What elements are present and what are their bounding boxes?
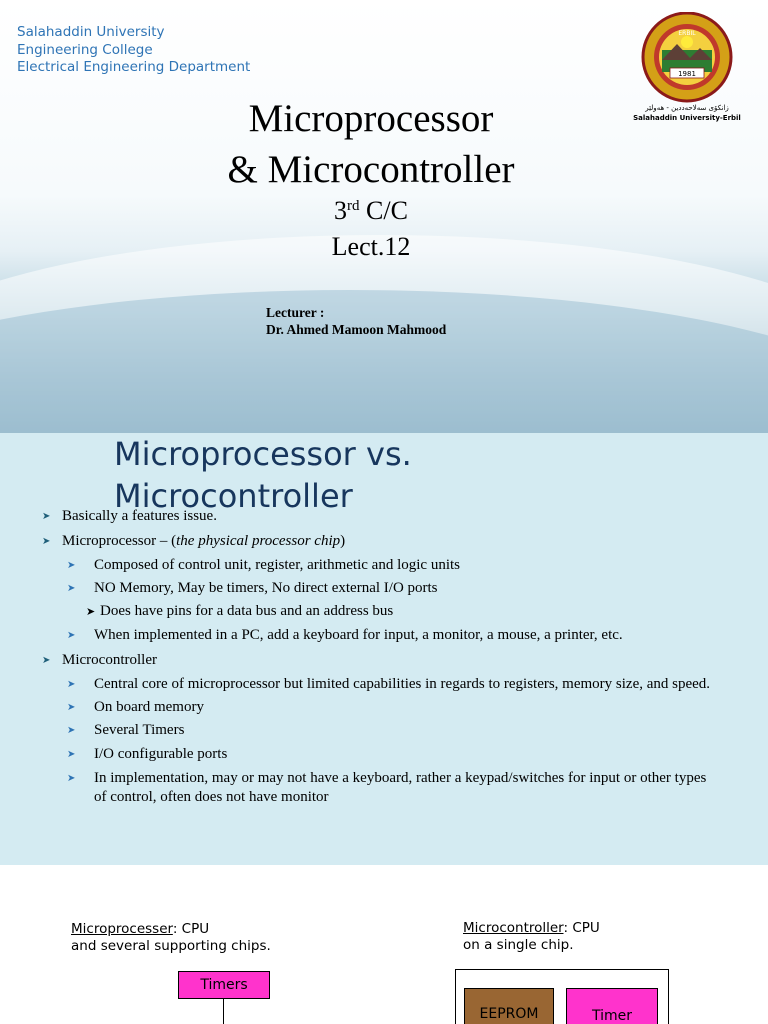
bullet-arrow-icon: ➤ bbox=[67, 702, 76, 713]
eeprom-block: EEPROM bbox=[464, 988, 554, 1024]
list-item: ➤ When implemented in a PC, add a keyboard for input, a monitor, a mouse, a printer, etc. bbox=[67, 627, 623, 643]
course-code: 3rd C/C bbox=[334, 196, 408, 225]
list-item: ➤ Does have pins for a data bus and an address bus bbox=[86, 603, 394, 619]
lecturer-block bbox=[266, 304, 446, 338]
bullet-arrow-icon: ➤ bbox=[42, 511, 51, 522]
timers-block: Timers bbox=[178, 971, 270, 999]
title-slide bbox=[0, 0, 768, 433]
svg-text:Salahaddin University-Erbil: Salahaddin University-Erbil bbox=[633, 114, 741, 122]
bullet-arrow-icon: ➤ bbox=[42, 655, 51, 666]
list-item: ➤ Several Timers bbox=[67, 722, 185, 738]
comparison-slide bbox=[0, 433, 768, 865]
slide2-title: Microprocessor vs. Microcontroller bbox=[114, 435, 412, 515]
lecturer-name: Dr. Ahmed Mamoon Mahmood bbox=[266, 322, 447, 337]
microcontroller-caption: Microcontroller: CPU on a single chip. bbox=[463, 920, 600, 953]
list-item: ➤ Central core of microprocessor but limited capabilities in regards to registers, memory size, and speed. bbox=[67, 676, 711, 692]
list-item: ➤ On board memory bbox=[67, 699, 204, 715]
bullet-arrow-icon: ➤ bbox=[67, 749, 76, 760]
college-name: Engineering College bbox=[17, 41, 153, 58]
list-item: ➤ Basically a features issue. bbox=[42, 508, 217, 524]
slide-title-line1: Microprocessor bbox=[248, 97, 494, 140]
list-item: ➤ In implementation, may or may not have a keyboard, rather a keypad/switches for input or other types bbox=[67, 770, 707, 786]
microprocessor-caption: Microprocesser: CPU and several supporting chips. bbox=[71, 921, 271, 954]
bullet-arrow-icon: ➤ bbox=[67, 679, 76, 690]
bullet-arrow-icon: ➤ bbox=[67, 725, 76, 736]
bullet-arrow-icon: ➤ bbox=[67, 773, 76, 784]
university-name: Salahaddin University bbox=[17, 24, 165, 40]
list-item: ➤ I/O configurable ports bbox=[67, 746, 228, 762]
timer-block: Timer bbox=[566, 988, 658, 1024]
list-item: ➤ Microprocessor – (the physical processor chip) bbox=[42, 533, 346, 549]
institution-lines bbox=[17, 24, 250, 77]
bullet-arrow-icon: ➤ bbox=[86, 606, 96, 618]
connector-line bbox=[223, 998, 224, 1024]
cpu-diagram bbox=[50, 913, 678, 1024]
lecture-number: Lect.12 bbox=[331, 232, 411, 261]
bullet-arrow-icon: ➤ bbox=[67, 630, 76, 641]
lecturer-label: Lecturer : bbox=[266, 305, 325, 320]
list-item: ➤ Microcontroller bbox=[42, 652, 157, 668]
list-item: ➤ NO Memory, May be timers, No direct external I/O ports bbox=[67, 580, 438, 596]
svg-text:1981: 1981 bbox=[678, 70, 696, 78]
slide-title-line2: & Microcontroller bbox=[227, 148, 515, 191]
department-name: Electrical Engineering Department bbox=[17, 59, 251, 75]
svg-text:ERBIL: ERBIL bbox=[678, 30, 696, 37]
list-item-continuation: of control, often does not have monitor bbox=[94, 789, 329, 805]
diagram-slide bbox=[0, 865, 768, 1024]
bullet-arrow-icon: ➤ bbox=[42, 536, 51, 547]
bullet-arrow-icon: ➤ bbox=[67, 560, 76, 571]
svg-text:زانكۆی سەلاحەددین - هەولێر: زانكۆی سەلاحەددین - هەولێر bbox=[645, 104, 729, 112]
bullet-arrow-icon: ➤ bbox=[67, 583, 76, 594]
university-logo-icon bbox=[632, 12, 742, 124]
list-item: ➤ Composed of control unit, register, arithmetic and logic units bbox=[67, 557, 460, 573]
